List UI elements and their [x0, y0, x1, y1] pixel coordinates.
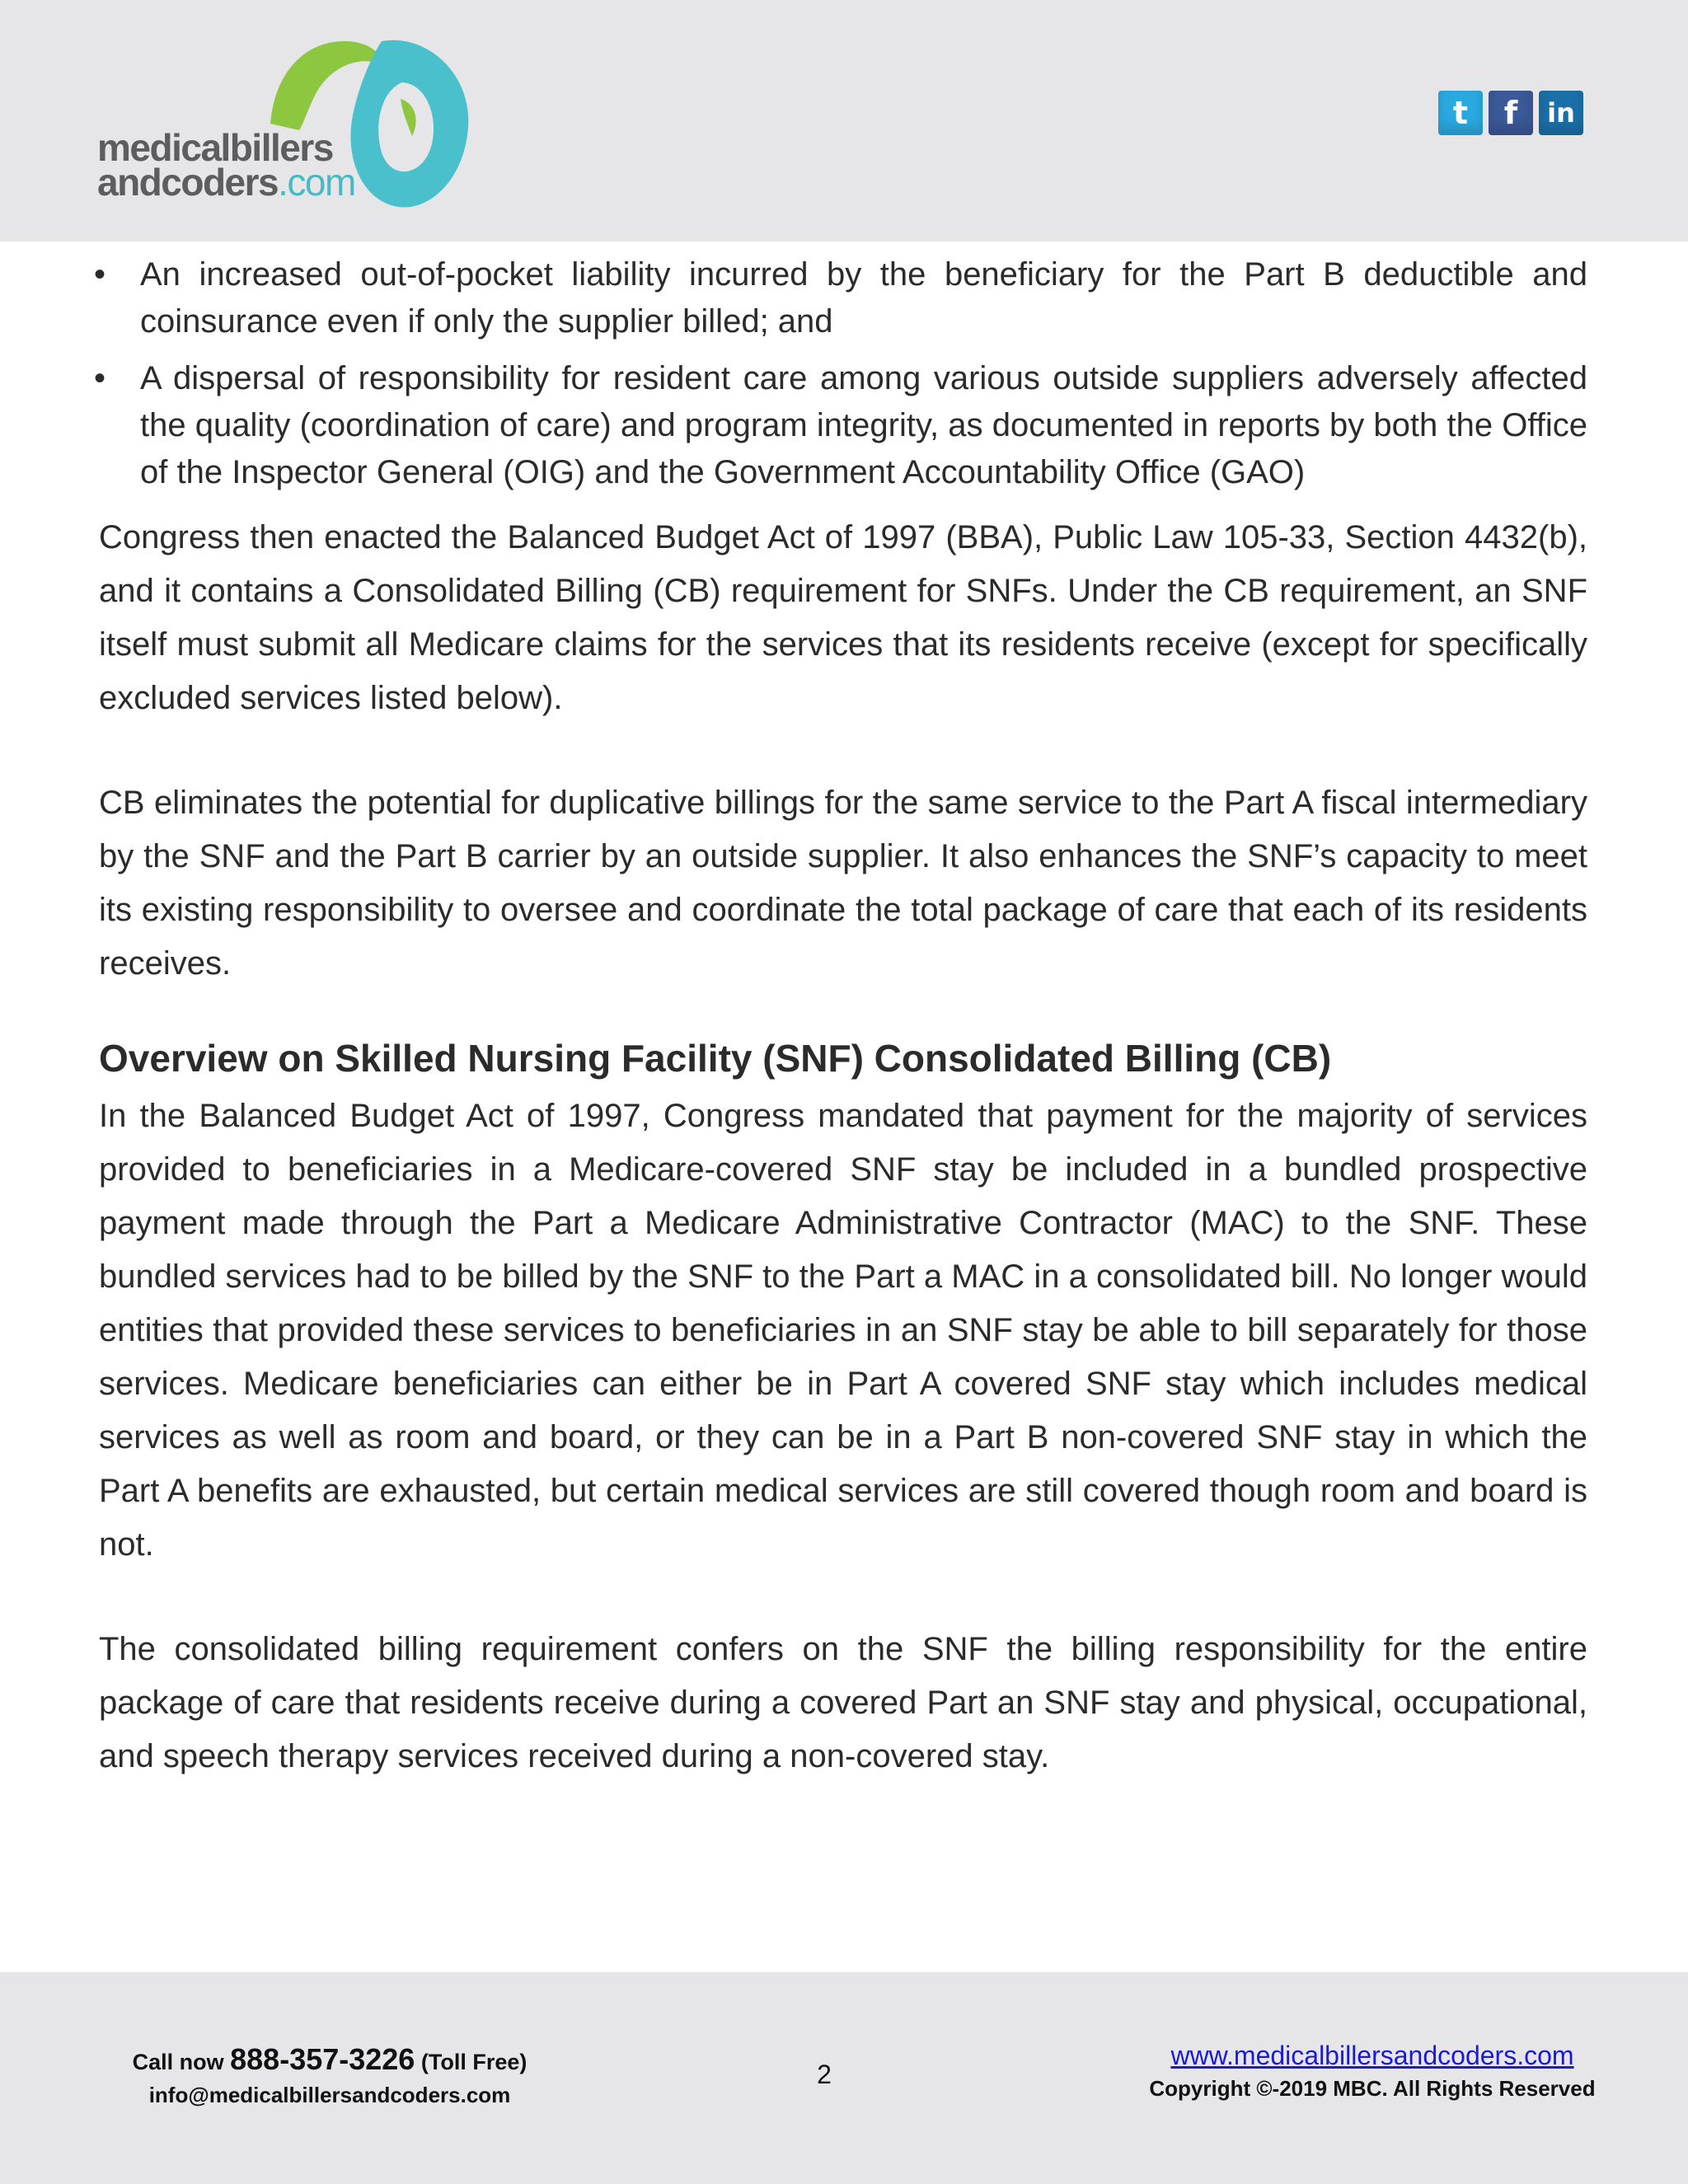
logo-wordmark	[97, 126, 355, 204]
bullet-list	[94, 251, 1587, 496]
page-footer	[0, 1972, 1688, 2184]
logo-line1: medicalbillers	[97, 126, 333, 169]
page-number: 2	[817, 2060, 832, 2089]
linkedin-icon[interactable]: in	[1539, 91, 1583, 135]
social-links	[1438, 91, 1583, 135]
paragraph-bba: Congress then enacted the Balanced Budget Act of 1997 (BBA), Public Law 105-33, Section 4432(b), and it contains a Consolidated Billing (CB) requirement for SNFs. Under the CB requirement, an SNF itself must submit all Medicare claims for the services that its residents receive (except for specifically excluded services listed below).	[99, 519, 1587, 716]
bullet-text: A dispersal of responsibility for resident care among various outside suppliers adversely affected the quality (coordination of care) and program integrity, as documented in reports by both the Office of the Inspector General (OIG) and the Government Accountability Office (GAO)	[140, 360, 1587, 490]
bullet-text: An increased out-of-pocket liability incurred by the beneficiary for the Part B deductible and coinsurance even if only the supplier billed; and	[140, 256, 1587, 340]
facebook-icon[interactable]: f	[1489, 91, 1533, 135]
phone-number[interactable]: 888-357-3226	[230, 2042, 415, 2076]
contact-info	[132, 2043, 528, 2111]
section-heading: Overview on Skilled Nursing Facility (SNF) Consolidated Billing (CB)	[99, 1037, 1332, 1080]
bullet-icon: •	[94, 256, 106, 293]
list-item	[94, 251, 1587, 345]
logo-tld: .com	[278, 161, 355, 204]
company-logo[interactable]	[97, 33, 485, 214]
twitter-icon[interactable]: t	[1438, 91, 1483, 135]
email-address[interactable]: info@medicalbillersandcoders.com	[148, 2083, 511, 2107]
paragraph-cb-benefits: CB eliminates the potential for duplicative billings for the same service to the Part A fiscal intermediary by the SNF and the Part B carrier by an outside supplier. It also enhances the SNF’s capacity to meet its existing responsibility to oversee and coordinate the total package of care that each of its residents receives.	[99, 785, 1587, 982]
list-item	[94, 355, 1587, 496]
website-link[interactable]: www.medicalbillersandcoders.com	[1170, 2041, 1574, 2070]
paragraph-overview: In the Balanced Budget Act of 1997, Congress mandated that payment for the majority of services provided to beneficiaries in a Medicare-covered SNF stay be included in a bundled prospective payment made through the Part a Medicare Administrative Contractor (MAC) to the SNF. These bundled services had to be billed by the SNF to the Part a MAC in a consolidated bill. No longer would entities that provided these services to beneficiaries in an SNF stay be able to bill separately for those services. Medicare beneficiaries can either be in Part A covered SNF stay which includes medical services as well as room and board, or they can be in a Part B non-covered SNF stay in which the Part A benefits are exhausted, but certain medical services are still covered though room and board is not.	[99, 1098, 1587, 1563]
site-info	[1137, 2038, 1607, 2104]
logo-line2: andcoders	[97, 161, 279, 204]
toll-free-label: (Toll Free)	[420, 2050, 528, 2074]
bullet-icon: •	[94, 360, 106, 396]
paragraph-requirement: The consolidated billing requirement confers on the SNF the billing responsibility for the entire package of care that residents receive during a covered Part an SNF stay and physical, occupational, and speech therapy services received during a non-covered stay.	[99, 1631, 1587, 1774]
call-label: Call now	[132, 2050, 224, 2074]
copyright-text: Copyright ©-2019 MBC. All Rights Reserved	[1149, 2076, 1596, 2101]
document-body	[94, 251, 1587, 1783]
page-header	[0, 0, 1688, 241]
